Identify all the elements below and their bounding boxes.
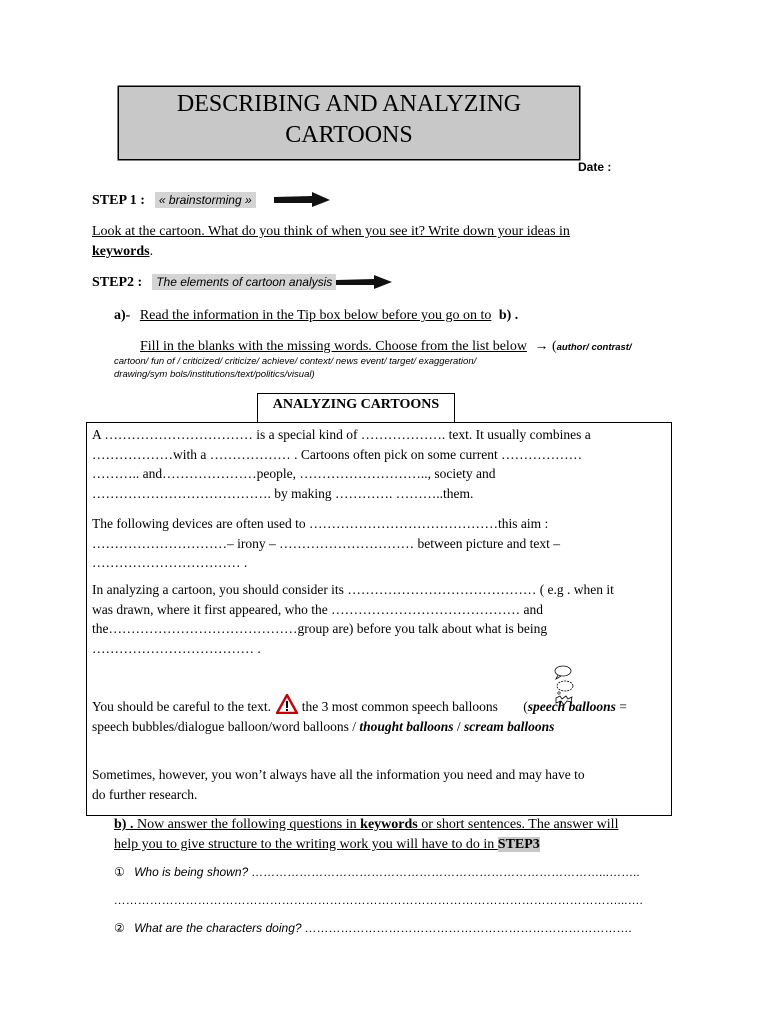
word-list-1: author/ contrast/ <box>556 342 632 353</box>
p1-line: ………………with a ……………… . Cartoons often pick on some current ……………… <box>92 446 583 462</box>
p4-text-e: / <box>453 718 465 734</box>
part-b <box>114 815 714 855</box>
step2-label: STEP2 : <box>92 275 143 290</box>
speech-balloons-term: speech balloons <box>527 699 616 714</box>
circled-1-icon: ① <box>114 865 125 879</box>
part-b-ref: b) . <box>498 308 519 323</box>
date-label: Date : <box>578 160 612 174</box>
step1-row <box>92 191 332 209</box>
p4-text-d: = speech bubbles/dialogue balloon/word balloons / <box>92 699 627 734</box>
p1-line: ……….. and…………………people, ……………………….., society and <box>92 466 496 481</box>
keywords-word: keywords <box>92 244 150 259</box>
step1-instruction <box>92 222 692 262</box>
p4-text-c: ( <box>523 699 528 714</box>
paragraph-2 <box>92 514 666 573</box>
question-text: Who is being shown? ……………………………………………………………………………...…….. <box>134 865 641 879</box>
p5-line: Sometimes, however, you won’t always have all the information you need and may have to <box>92 767 585 782</box>
fill-instruction-text: Fill in the blanks with the missing words. Choose from the list below <box>140 339 527 354</box>
thought-balloons-term: thought balloons <box>359 718 454 734</box>
p1-line: …………………………………. by making …………. ………..them. <box>92 485 474 501</box>
keywords-word: keywords <box>360 817 418 832</box>
scream-balloons-term: scream balloons <box>464 718 555 734</box>
title-box <box>118 86 580 160</box>
warning-icon <box>276 694 298 714</box>
part-b-text1: Now answer the following questions in <box>133 817 361 832</box>
part-b-text2: or short sentences. The answer will <box>417 817 619 832</box>
p4-text-b: the 3 most common speech balloons <box>301 699 498 714</box>
part-a-marker: a)- <box>114 308 131 323</box>
p3-line: was drawn, where it first appeared, who the …………………………………… and <box>92 601 544 617</box>
step1-label: STEP 1 : <box>92 193 145 208</box>
step2-row <box>92 273 394 291</box>
step2-tag: The elements of cartoon analysis <box>152 274 336 290</box>
fill-arrow: → ( <box>534 339 557 354</box>
part-a <box>114 306 518 326</box>
circled-2-icon: ② <box>114 921 125 935</box>
step1-instruction-text: Look at the cartoon. What do you think of when you see it? Write down your ideas in <box>92 224 570 239</box>
question-1 <box>114 865 640 879</box>
word-list-2: cartoon/ fun of / criticized/ criticize/ achieve/ context/ news event/ target/ exaggeration/ <box>114 356 477 367</box>
p2-line: …………………………– irony – ………………………… between picture and text – <box>92 535 560 551</box>
fill-instruction <box>140 337 632 357</box>
arrow-right-icon <box>272 191 332 209</box>
step1-tag: « brainstorming » <box>155 192 256 208</box>
arrow-right-icon <box>334 274 394 290</box>
p3-line: ……………………………… . <box>92 640 261 656</box>
p3-line: In analyzing a cartoon, you should consider its …………………………………… ( e.g . when it <box>92 582 614 597</box>
question-2 <box>114 921 632 935</box>
title-line-2: CARTOONS <box>285 122 413 148</box>
paragraph-4 <box>92 694 666 736</box>
part-a-text: Read the information in the Tip box below before you go on to <box>139 308 492 323</box>
word-list-3: drawing/sym bols/institutions/text/politics/visual) <box>114 369 315 380</box>
period: . <box>149 244 154 259</box>
paragraph-3 <box>92 580 666 658</box>
step3-label: STEP3 <box>497 837 540 852</box>
part-b-marker: b) . <box>114 817 134 832</box>
title-line-1: DESCRIBING AND ANALYZING <box>176 91 522 117</box>
question-text: What are the characters doing? ………………………………………………………………………. <box>134 921 633 935</box>
answer-line: ………………………………………………………………………………………………………………...…. <box>114 893 644 907</box>
p1-line: A …………………………… is a special kind of ………………. text. It usually combines a <box>92 427 591 442</box>
p5-line: do further research. <box>92 786 198 802</box>
p3-line: the……………………………………group are) before you talk about what is being <box>92 621 548 636</box>
analyzing-cartoons-title: ANALYZING CARTOONS <box>257 393 455 423</box>
p2-line: The following devices are often used to ……………………………………this aim : <box>92 516 549 531</box>
paragraph-5 <box>92 765 666 804</box>
p4-text-a: You should be careful to the text. <box>92 699 271 714</box>
paragraph-1 <box>92 425 666 503</box>
part-b-line2: help you to give structure to the writing work you will have to do in <box>114 837 498 852</box>
p2-line: …………………………… . <box>92 555 248 570</box>
